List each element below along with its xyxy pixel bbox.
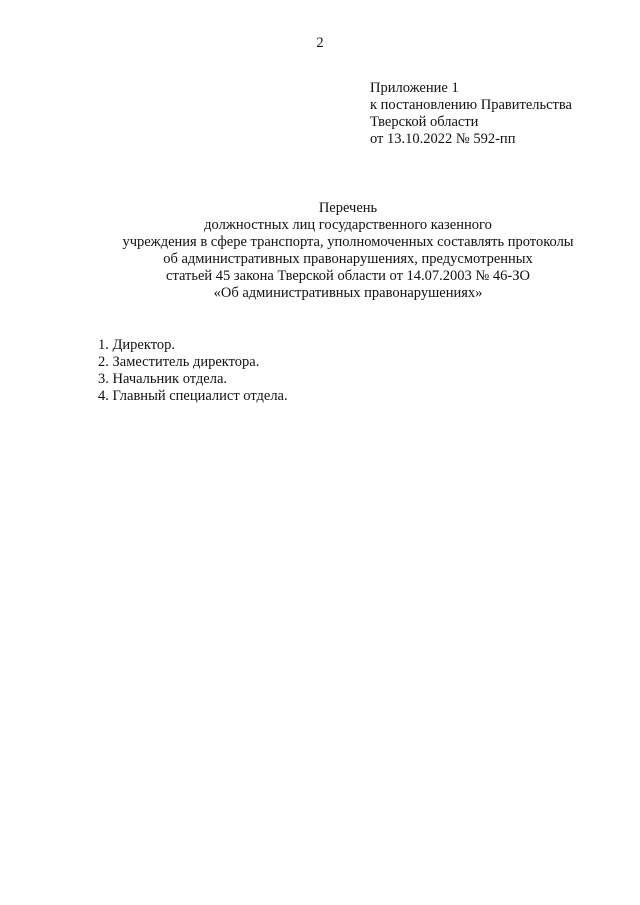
title-line: «Об административных правонарушениях» [213, 285, 483, 301]
positions-list [98, 337, 288, 405]
appendix-resolution-line: к постановлению Правительства [370, 97, 572, 113]
title-line: об административных правонарушениях, предусмотренных [163, 251, 533, 267]
page-number: 2 [316, 35, 324, 51]
appendix-date-number-line: от 13.10.2022 № 592-пп [370, 131, 516, 147]
list-item: 4. Главный специалист отдела. [98, 388, 288, 404]
title-line: Перечень [318, 200, 378, 216]
appendix-header [370, 80, 630, 148]
document-title [0, 200, 640, 302]
appendix-label: Приложение 1 [370, 80, 459, 96]
appendix-region-line: Тверской области [370, 114, 479, 130]
title-line: должностных лиц государственного казенного [204, 217, 492, 233]
list-item: 2. Заместитель директора. [98, 354, 260, 370]
list-item: 3. Начальник отдела. [98, 371, 228, 387]
list-item: 1. Директор. [98, 337, 175, 353]
title-line: статьей 45 закона Тверской области от 14.07.2003 № 46-ЗО [166, 268, 530, 284]
title-line: учреждения в сфере транспорта, уполномоченных составлять протоколы [122, 234, 574, 250]
